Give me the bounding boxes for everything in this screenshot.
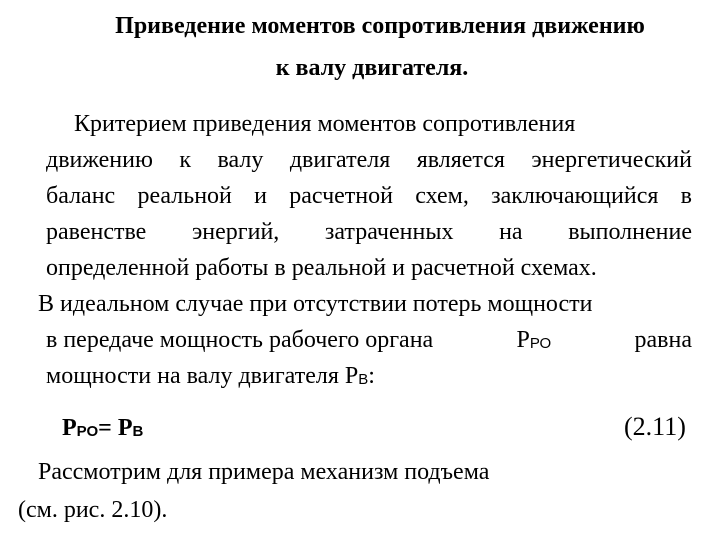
- paragraph-line: равенстве энергий, затраченных на выполнение: [46, 219, 692, 245]
- text-fragment: :: [368, 363, 375, 389]
- symbol-p-ro: PРО: [516, 327, 552, 353]
- paragraph-line: определенной работы в реальной и расчетной схемах.: [46, 255, 597, 281]
- title-line-2: к валу двигателя.: [275, 55, 469, 81]
- paragraph-line: баланс реальной и расчетной схем, заключающийся в: [46, 183, 692, 209]
- equation-rhs: PВ: [117, 415, 144, 441]
- paragraph-line: (см. рис. 2.10).: [18, 497, 168, 523]
- paragraph-line: [46, 362, 375, 393]
- text-fragment: в передаче мощность рабочего органа: [46, 327, 434, 353]
- text-fragment: мощности на валу двигателя: [46, 363, 339, 389]
- paragraph-line: Рассмотрим для примера механизм подъема: [38, 459, 490, 485]
- paragraph-line: В идеальном случае при отсутствии потерь мощности: [38, 291, 593, 317]
- symbol-subscript: РО: [529, 335, 552, 352]
- text-fragment: равна: [634, 327, 692, 353]
- equation-lhs: PРО: [62, 415, 99, 441]
- symbol-subscript: В: [132, 423, 144, 440]
- paragraph-line: движению к валу двигателя является энергетический: [46, 147, 692, 173]
- paragraph-line: [46, 326, 692, 357]
- paragraph-line: Критерием приведения моментов сопротивления: [74, 111, 576, 137]
- equation: [62, 414, 143, 445]
- title-line-1: Приведение моментов сопротивления движению: [115, 13, 645, 39]
- symbol-subscript: РО: [76, 423, 99, 440]
- equation-operator: =: [98, 415, 118, 441]
- symbol-p-v: PВ: [344, 363, 369, 389]
- symbol-subscript: В: [358, 371, 369, 388]
- equation-number: (2.11): [624, 412, 686, 441]
